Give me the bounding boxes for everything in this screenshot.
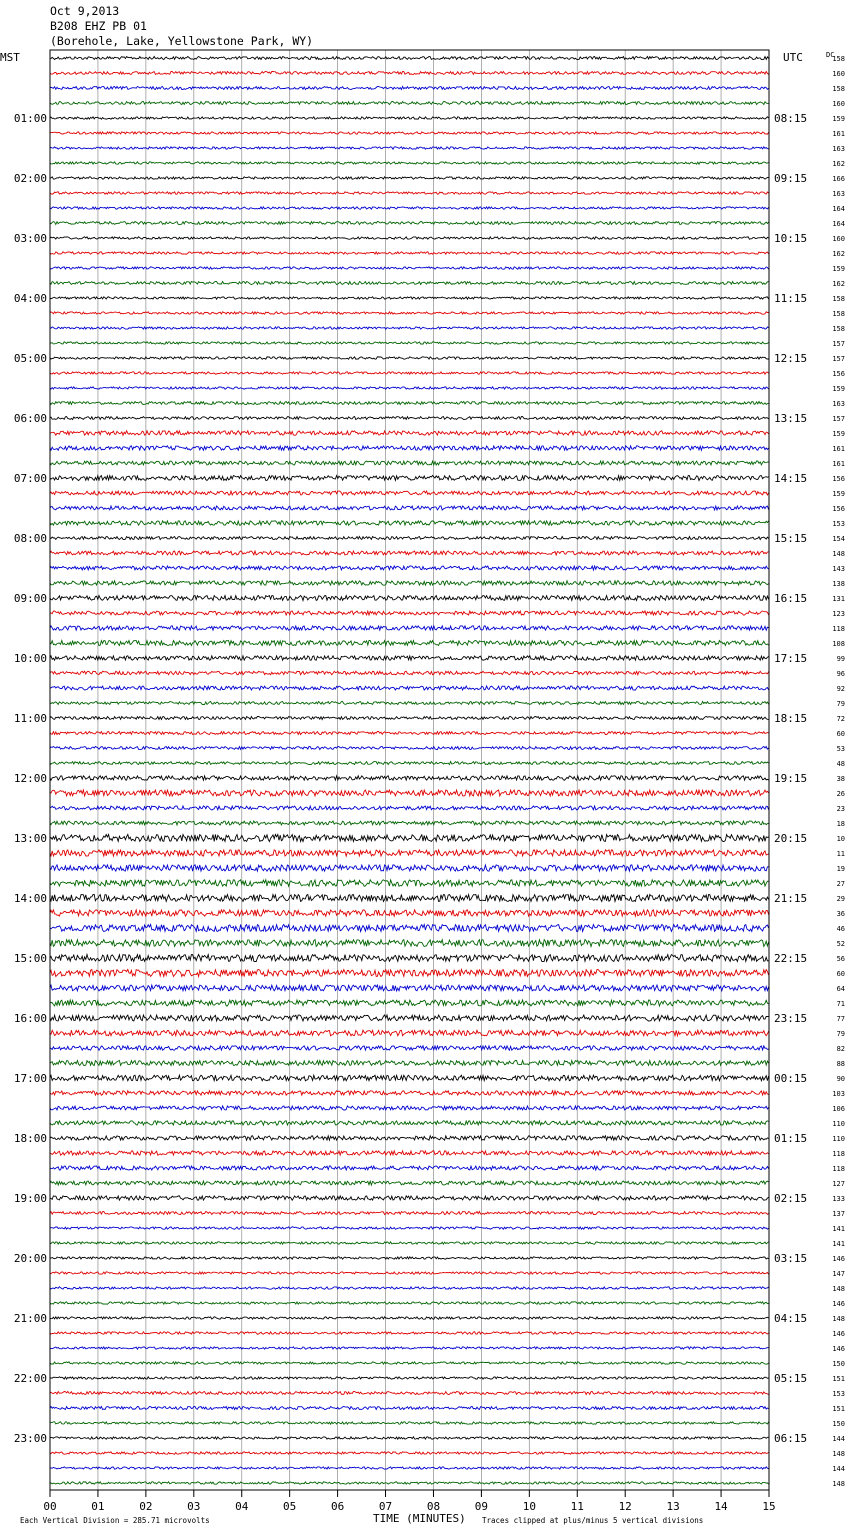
utc-hour-label: 03:15 <box>774 1252 808 1265</box>
trace-line <box>50 342 769 344</box>
mst-hour-label: 13:00 <box>13 832 47 845</box>
mst-hour-label: 03:00 <box>13 232 47 245</box>
dc-value: 77 <box>836 1015 845 1023</box>
dc-value: 158 <box>832 55 845 63</box>
mst-hour-label: 10:00 <box>13 652 47 665</box>
dc-value: 79 <box>836 700 845 708</box>
dc-value: 151 <box>832 1375 845 1383</box>
dc-value: 147 <box>832 1270 845 1278</box>
utc-hour-label: 08:15 <box>774 112 808 125</box>
trace-line <box>50 895 769 902</box>
mst-hour-label: 01:00 <box>13 112 47 125</box>
trace-line <box>50 940 769 947</box>
trace-line <box>50 461 769 465</box>
trace-line <box>50 1212 769 1215</box>
mst-hour-label: 12:00 <box>13 772 47 785</box>
x-axis-label: TIME (MINUTES) <box>373 1512 466 1525</box>
station-label: B208 EHZ PB 01 <box>50 19 147 33</box>
trace-line <box>50 1121 769 1125</box>
trace-line <box>50 626 769 630</box>
dc-value: 131 <box>832 595 845 603</box>
dc-value: 146 <box>832 1300 845 1308</box>
dc-value: 146 <box>832 1330 845 1338</box>
trace-line <box>50 506 769 510</box>
utc-hour-label: 06:15 <box>774 1432 808 1445</box>
dc-value: 161 <box>832 445 845 453</box>
dc-value: 148 <box>832 1480 845 1488</box>
trace-line <box>50 402 769 405</box>
dc-value: 29 <box>836 895 845 903</box>
trace-line <box>50 1392 769 1395</box>
dc-value: 160 <box>832 70 845 78</box>
trace-line <box>50 162 769 164</box>
dc-value: 72 <box>836 715 845 723</box>
dc-value: 153 <box>832 520 845 528</box>
trace-line <box>50 865 769 871</box>
dc-value: 19 <box>836 865 845 873</box>
trace-line <box>50 312 769 314</box>
mst-hour-label: 21:00 <box>13 1312 47 1325</box>
trace-line <box>50 1377 769 1379</box>
dc-value: 23 <box>836 805 845 813</box>
dc-value: 144 <box>832 1435 845 1443</box>
dc-value: 103 <box>832 1090 845 1098</box>
dc-value: 53 <box>836 745 845 753</box>
trace-line <box>50 1347 769 1349</box>
footer-scale-note: Each Vertical Division = 285.71 microvolts <box>20 1516 210 1525</box>
x-tick-label: 13 <box>666 1500 680 1513</box>
x-tick-label: 15 <box>762 1500 776 1513</box>
trace-line <box>50 102 769 105</box>
utc-hour-label: 09:15 <box>774 172 808 185</box>
utc-hour-label: 11:15 <box>774 292 808 305</box>
dc-value: 60 <box>836 730 845 738</box>
trace-line <box>50 1257 769 1259</box>
x-tick-label: 03 <box>187 1500 201 1513</box>
dc-value: 154 <box>832 535 845 543</box>
trace-line <box>50 177 769 179</box>
trace-line <box>50 1422 769 1424</box>
dc-value: 106 <box>832 1105 845 1113</box>
dc-value: 159 <box>832 490 845 498</box>
dc-value: 159 <box>832 430 845 438</box>
dc-value: 110 <box>832 1135 845 1143</box>
trace-line <box>50 717 769 720</box>
x-tick-label: 08 <box>426 1500 441 1513</box>
trace-line <box>50 252 769 254</box>
trace-line <box>50 955 769 962</box>
mst-hour-label: 19:00 <box>13 1192 47 1205</box>
mst-hour-label: 08:00 <box>13 532 47 545</box>
plot-frame <box>50 50 769 1490</box>
utc-hour-label: 05:15 <box>774 1372 808 1385</box>
dc-value: 27 <box>836 880 845 888</box>
trace-line <box>50 970 769 977</box>
location-label: (Borehole, Lake, Yellowstone Park, WY) <box>50 34 314 48</box>
utc-hour-label: 12:15 <box>774 352 808 365</box>
utc-hour-label: 19:15 <box>774 772 808 785</box>
dc-value: 71 <box>836 1000 845 1008</box>
trace-line <box>50 417 769 420</box>
dc-value: 158 <box>832 295 845 303</box>
trace-line <box>50 297 769 299</box>
dc-value: 163 <box>832 400 845 408</box>
utc-hour-label: 14:15 <box>774 472 808 485</box>
trace-line <box>50 1452 769 1454</box>
dc-value: 79 <box>836 1030 845 1038</box>
dc-value: 123 <box>832 610 845 618</box>
trace-line <box>50 431 769 435</box>
trace-line <box>50 1287 769 1289</box>
dc-value: 150 <box>832 1360 845 1368</box>
trace-line <box>50 537 769 540</box>
x-tick-label: 09 <box>474 1500 489 1513</box>
trace-line <box>50 1362 769 1364</box>
mst-hour-label: 09:00 <box>13 592 47 605</box>
x-tick-label: 11 <box>570 1500 584 1513</box>
mst-hour-label: 22:00 <box>13 1372 47 1385</box>
mst-hour-label: 15:00 <box>13 952 47 965</box>
trace-line <box>50 446 769 450</box>
utc-hour-label: 23:15 <box>774 1012 808 1025</box>
utc-hour-label: 15:15 <box>774 532 808 545</box>
dc-value: 146 <box>832 1255 845 1263</box>
dc-value: 143 <box>832 565 845 573</box>
dc-value: 156 <box>832 505 845 513</box>
dc-value: 60 <box>836 970 845 978</box>
trace-line <box>50 1272 769 1274</box>
dc-value: 64 <box>836 985 845 993</box>
trace-line <box>50 117 769 119</box>
trace-line <box>50 57 769 60</box>
dc-value: 18 <box>836 820 845 828</box>
trace-line <box>50 850 769 856</box>
utc-hour-label: 01:15 <box>774 1132 808 1145</box>
trace-line <box>50 1075 769 1081</box>
dc-value: 151 <box>832 1405 845 1413</box>
mst-hour-label: 07:00 <box>13 472 47 485</box>
dc-value: 160 <box>832 100 845 108</box>
trace-line <box>50 762 769 765</box>
dc-value: 141 <box>832 1225 845 1233</box>
trace-line <box>50 72 769 75</box>
utc-hour-label: 02:15 <box>774 1192 808 1205</box>
utc-hour-label: 21:15 <box>774 892 808 905</box>
dc-value: 158 <box>832 85 845 93</box>
trace-line <box>50 1015 769 1021</box>
trace-line <box>50 237 769 239</box>
utc-hour-label: 00:15 <box>774 1072 808 1085</box>
trace-line <box>50 1317 769 1319</box>
trace-line <box>50 192 769 194</box>
trace-line <box>50 282 769 285</box>
trace-line <box>50 702 769 705</box>
dc-value: 162 <box>832 280 845 288</box>
dc-value: 110 <box>832 1120 845 1128</box>
dc-value: 164 <box>832 205 845 213</box>
dc-value: 141 <box>832 1240 845 1248</box>
dc-value: 118 <box>832 1165 845 1173</box>
dc-value: 26 <box>836 790 845 798</box>
x-tick-label: 00 <box>43 1500 57 1513</box>
x-axis-ticks <box>43 1490 775 1513</box>
mst-hour-label: 11:00 <box>13 712 47 725</box>
dc-value: 163 <box>832 145 845 153</box>
trace-line <box>50 1407 769 1410</box>
footer-clip-note: Traces clipped at plus/minus 5 vertical divisions <box>482 1516 704 1525</box>
dc-value: 156 <box>832 475 845 483</box>
trace-line <box>50 611 769 615</box>
dc-value: 11 <box>836 850 845 858</box>
trace-line <box>50 1166 769 1170</box>
trace-line <box>50 1482 769 1484</box>
trace-line <box>50 147 769 149</box>
dc-value: 157 <box>832 415 845 423</box>
dc-value: 153 <box>832 1390 845 1398</box>
dc-value: 164 <box>832 220 845 228</box>
dc-value: 159 <box>832 115 845 123</box>
mst-hour-label: 06:00 <box>13 412 47 425</box>
trace-line <box>50 925 769 932</box>
dc-value: 46 <box>836 925 845 933</box>
dc-value: 163 <box>832 190 845 198</box>
dc-value: 90 <box>836 1075 845 1083</box>
dc-value: 146 <box>832 1345 845 1353</box>
dc-value: 162 <box>832 160 845 168</box>
dc-value: 160 <box>832 235 845 243</box>
dc-value: 118 <box>832 1150 845 1158</box>
dc-value: 137 <box>832 1210 845 1218</box>
trace-line <box>50 641 769 646</box>
seismic-traces <box>50 57 769 1485</box>
trace-line <box>50 686 769 690</box>
dc-value: 82 <box>836 1045 845 1053</box>
dc-value: 138 <box>832 580 845 588</box>
trace-line <box>50 835 769 842</box>
trace-line <box>50 1196 769 1200</box>
dc-value: 48 <box>836 760 845 768</box>
dc-value: 150 <box>832 1420 845 1428</box>
x-tick-label: 01 <box>91 1500 105 1513</box>
dc-value: 157 <box>832 340 845 348</box>
dc-value: 148 <box>832 1450 845 1458</box>
dc-value: 148 <box>832 1315 845 1323</box>
dc-value: 162 <box>832 250 845 258</box>
dc-value: 148 <box>832 1285 845 1293</box>
dc-value: 52 <box>836 940 845 948</box>
x-tick-label: 06 <box>330 1500 345 1513</box>
trace-line <box>50 267 769 269</box>
trace-line <box>50 671 769 675</box>
trace-line <box>50 821 769 825</box>
trace-line <box>50 880 769 886</box>
x-tick-label: 14 <box>714 1500 728 1513</box>
trace-line <box>50 1227 769 1229</box>
trace-line <box>50 476 769 481</box>
dc-value: 36 <box>836 910 845 918</box>
trace-line <box>50 207 769 209</box>
date-label: Oct 9,2013 <box>50 4 120 18</box>
dc-value: 99 <box>836 655 845 663</box>
dc-value: 56 <box>836 955 845 963</box>
mst-hour-label: 05:00 <box>13 352 47 365</box>
mst-hour-label: 18:00 <box>13 1132 47 1145</box>
dc-value: 127 <box>832 1180 845 1188</box>
dc-value: 157 <box>832 355 845 363</box>
dc-value: 92 <box>836 685 845 693</box>
trace-line <box>50 1332 769 1334</box>
trace-line <box>50 596 769 601</box>
utc-hour-label: 17:15 <box>774 652 808 665</box>
trace-line <box>50 790 769 796</box>
dc-value: 133 <box>832 1195 845 1203</box>
dc-value: 88 <box>836 1060 845 1068</box>
dc-value: 161 <box>832 130 845 138</box>
x-tick-label: 12 <box>618 1500 632 1513</box>
dc-value: 148 <box>832 550 845 558</box>
trace-line <box>50 491 769 495</box>
trace-line <box>50 1302 769 1304</box>
mst-hour-label: 20:00 <box>13 1252 47 1265</box>
trace-line <box>50 776 769 780</box>
trace-line <box>50 222 769 225</box>
utc-hour-label: 16:15 <box>774 592 808 605</box>
trace-line <box>50 1046 769 1050</box>
trace-line <box>50 1136 769 1140</box>
trace-line <box>50 985 769 991</box>
utc-hour-label: 22:15 <box>774 952 808 965</box>
trace-line <box>50 747 769 750</box>
dc-value: 156 <box>832 370 845 378</box>
x-tick-label: 07 <box>378 1500 393 1513</box>
utc-hour-label: 04:15 <box>774 1312 808 1325</box>
dc-value: 166 <box>832 175 845 183</box>
dc-value: 38 <box>836 775 845 783</box>
utc-hour-label: 10:15 <box>774 232 808 245</box>
trace-line <box>50 1437 769 1439</box>
x-tick-label: 04 <box>235 1500 249 1513</box>
mst-hour-label: 16:00 <box>13 1012 47 1025</box>
trace-line <box>50 1106 769 1110</box>
trace-line <box>50 1030 769 1036</box>
dc-value: 159 <box>832 265 845 273</box>
mst-hour-label: 23:00 <box>13 1432 47 1445</box>
utc-hour-label: 13:15 <box>774 412 808 425</box>
trace-line <box>50 327 769 329</box>
mst-hour-label: 17:00 <box>13 1072 47 1085</box>
trace-line <box>50 656 769 660</box>
trace-line <box>50 1467 769 1469</box>
trace-line <box>50 1000 769 1006</box>
dc-value: 158 <box>832 325 845 333</box>
x-tick-label: 05 <box>283 1500 297 1513</box>
trace-line <box>50 357 769 359</box>
mst-hour-label: 04:00 <box>13 292 47 305</box>
minute-gridlines <box>50 50 769 1490</box>
utc-hour-label: 20:15 <box>774 832 808 845</box>
x-tick-label: 10 <box>522 1500 536 1513</box>
trace-line <box>50 1061 769 1066</box>
mst-hour-label: 02:00 <box>13 172 47 185</box>
trace-line <box>50 1151 769 1155</box>
dc-value: 96 <box>836 670 845 678</box>
dc-value: 158 <box>832 310 845 318</box>
dc-value: 159 <box>832 385 845 393</box>
trace-line <box>50 132 769 134</box>
trace-line <box>50 372 769 374</box>
dc-value: 118 <box>832 625 845 633</box>
utc-hour-label: 18:15 <box>774 712 808 725</box>
trace-line <box>50 1242 769 1244</box>
trace-line <box>50 1181 769 1185</box>
trace-line <box>50 732 769 735</box>
utc-axis-label: UTC <box>783 51 803 64</box>
trace-line <box>50 581 769 585</box>
trace-line <box>50 1091 769 1095</box>
trace-line <box>50 566 769 570</box>
dc-value: 161 <box>832 460 845 468</box>
mst-axis-label: MST <box>0 51 20 64</box>
mst-hour-label: 14:00 <box>13 892 47 905</box>
dc-label: DC <box>826 51 835 59</box>
x-tick-label: 02 <box>139 1500 153 1513</box>
trace-line <box>50 387 769 389</box>
dc-value: 10 <box>836 835 845 843</box>
trace-line <box>50 806 769 810</box>
trace-line <box>50 521 769 525</box>
dc-value: 144 <box>832 1465 845 1473</box>
dc-value: 108 <box>832 640 845 648</box>
trace-line <box>50 910 769 916</box>
trace-line <box>50 551 769 555</box>
trace-line <box>50 87 769 90</box>
